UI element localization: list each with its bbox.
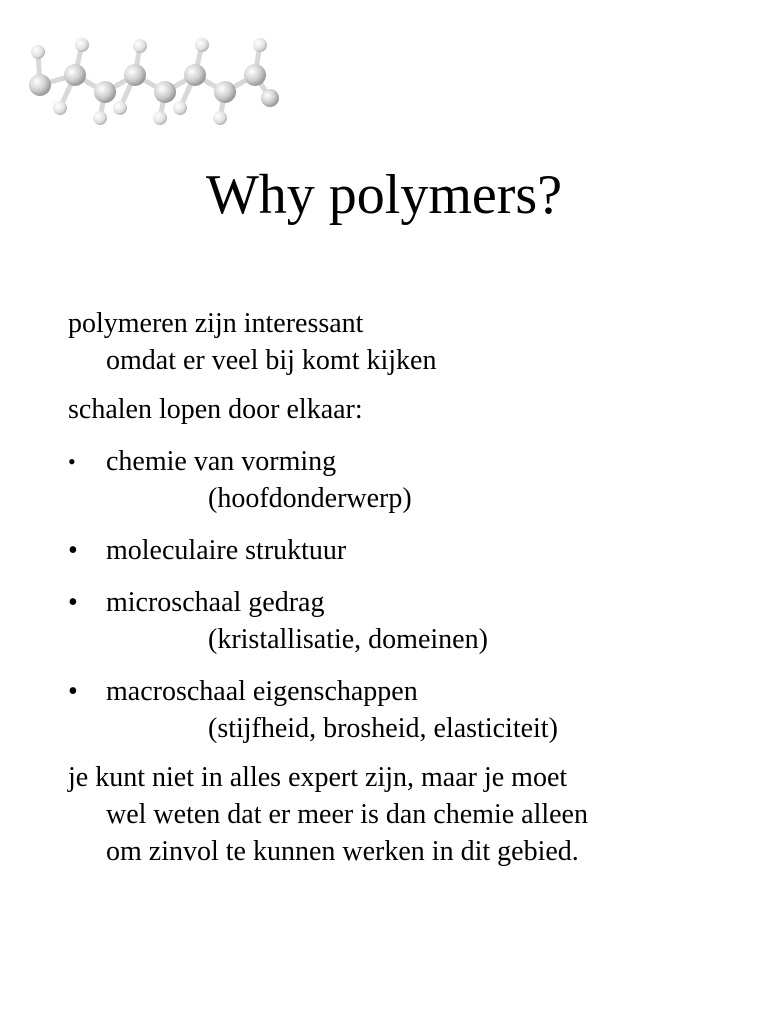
polymer-chain-molecule-icon (20, 30, 290, 130)
bullet-text: macroschaal eigenschappen (106, 676, 418, 707)
bullet-item-chemie (68, 443, 748, 480)
closing-line-2: wel weten dat er meer is dan chemie alleen (106, 799, 588, 830)
bullet-item-macroschaal (68, 673, 748, 710)
bullet-text: microschaal gedrag (106, 587, 325, 618)
bullet-item-moleculair (68, 532, 748, 569)
bullet-marker: • (68, 535, 78, 566)
bullet-item-microschaal (68, 584, 748, 621)
bullet-text: chemie van vorming (106, 446, 337, 477)
scales-heading: schalen lopen door elkaar: (68, 394, 363, 425)
bullet-text: moleculaire struktuur (106, 535, 347, 566)
intro-line-2: omdat er veel bij komt kijken (106, 345, 437, 376)
bullet-marker: • (68, 449, 76, 474)
bullet-marker: • (68, 587, 78, 618)
closing-line-1: je kunt niet in alles expert zijn, maar je moet (68, 762, 568, 793)
bullet-marker: • (68, 676, 78, 707)
slide-title: Why polymers? (205, 164, 563, 226)
bullet-subtext: (kristallisatie, domeinen) (208, 624, 488, 655)
closing-line-3: om zinvol te kunnen werken in dit gebied. (106, 836, 579, 867)
bullet-subtext: (stijfheid, brosheid, elasticiteit) (208, 713, 558, 744)
bullet-subtext: (hoofdonderwerp) (208, 483, 412, 514)
intro-line-1: polymeren zijn interessant (68, 308, 364, 339)
slide-body (68, 305, 748, 870)
